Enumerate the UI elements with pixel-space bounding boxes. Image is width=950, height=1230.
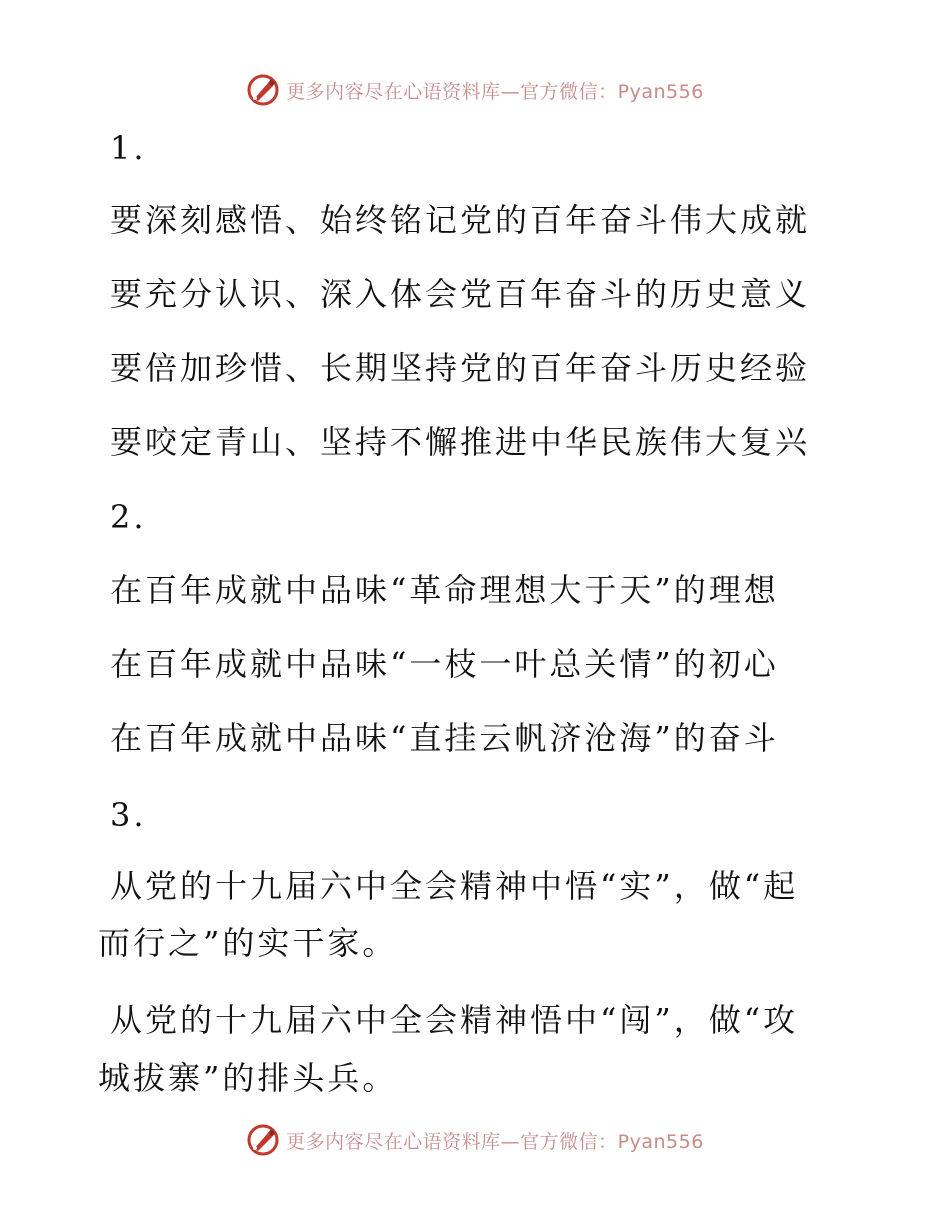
paragraph-continuation: 而行之”的实干家。 <box>98 924 398 962</box>
paragraph-first-line: 从党的十九届六中全会精神悟中“闯”，做“攻 <box>110 1001 799 1039</box>
pen-logo-icon <box>246 1123 280 1157</box>
paragraph-first-line: 从党的十九届六中全会精神中悟“实”，做“起 <box>110 867 799 905</box>
text-line: 要倍加珍惜、长期坚持党的百年奋斗历史经验 <box>110 349 811 387</box>
pen-logo-icon <box>246 73 280 107</box>
paragraph-continuation: 城拔寨”的排头兵。 <box>98 1059 398 1097</box>
text-line: 要咬定青山、坚持不懈推进中华民族伟大复兴 <box>110 423 811 461</box>
text-line: 在百年成就中品味“直挂云帆济沧海”的奋斗 <box>110 719 779 757</box>
header-banner <box>0 70 950 110</box>
text-line: 要深刻感悟、始终铭记党的百年奋斗伟大成就 <box>110 201 811 239</box>
text-line: 在百年成就中品味“革命理想大于天”的理想 <box>110 571 779 609</box>
text-line: 要充分认识、深入体会党百年奋斗的历史意义 <box>110 275 811 313</box>
section-number: 2. <box>110 498 147 536</box>
section-number: 3. <box>110 796 147 834</box>
section-number: 1. <box>110 129 147 167</box>
banner-text: 更多内容尽在心语资料库—官方微信：Pyan556 <box>286 80 704 103</box>
banner-text: 更多内容尽在心语资料库—官方微信：Pyan556 <box>286 1130 704 1153</box>
text-line: 在百年成就中品味“一枝一叶总关情”的初心 <box>110 645 779 683</box>
footer-banner <box>0 1120 950 1160</box>
